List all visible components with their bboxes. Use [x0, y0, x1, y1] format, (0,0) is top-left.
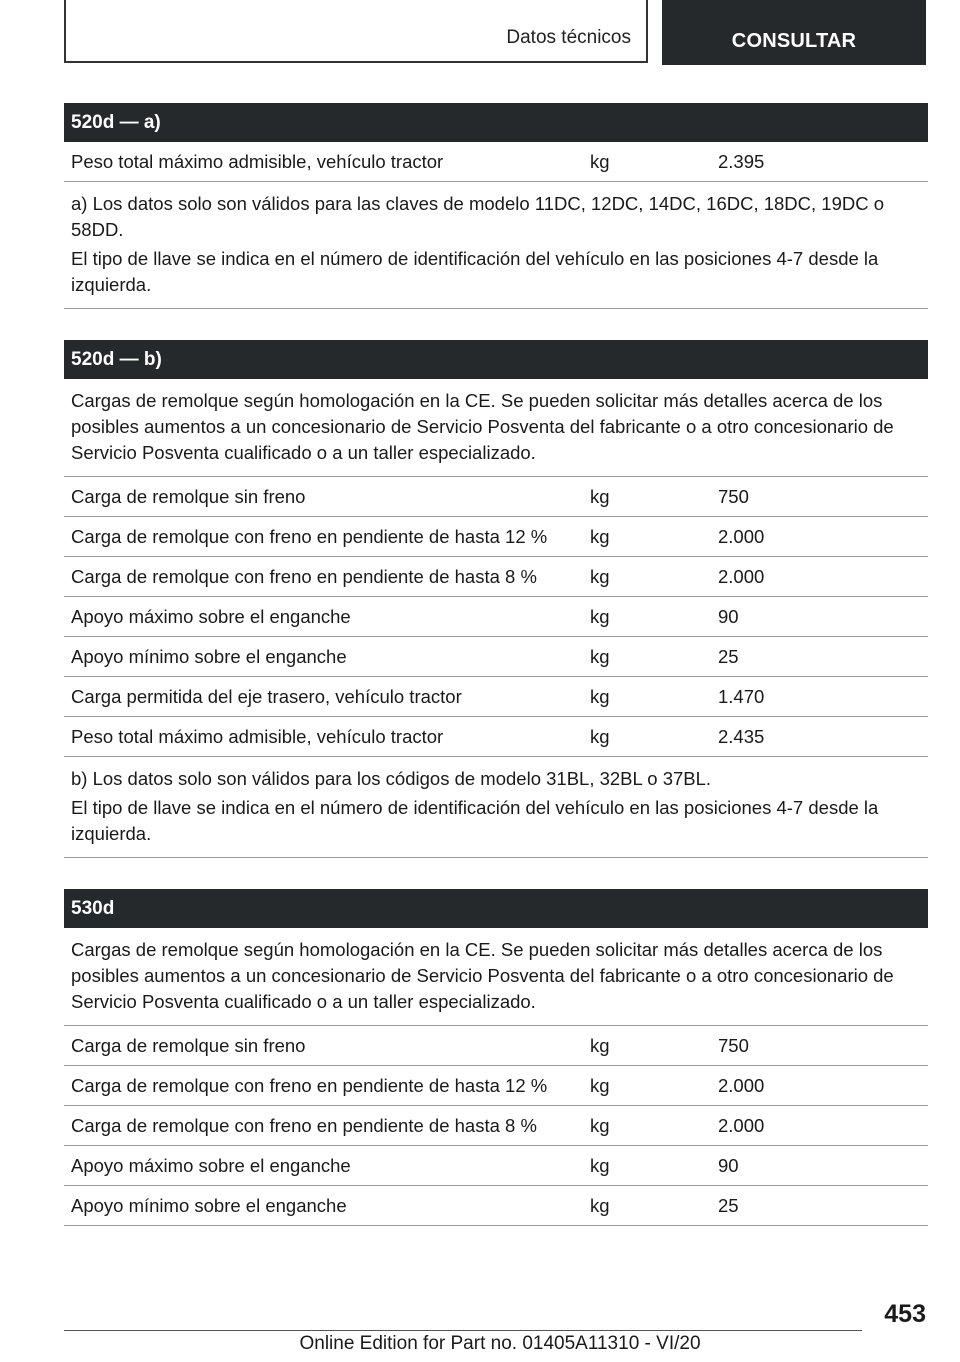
- document-content: [64, 103, 928, 1257]
- table-row: [64, 1106, 928, 1146]
- spec-table: [64, 889, 928, 1226]
- row-unit: kg: [590, 605, 610, 627]
- row-value: 90: [718, 605, 739, 627]
- row-label: Carga permitida del eje trasero, vehículo tractor: [71, 685, 462, 707]
- edition-footer: Online Edition for Part no. 01405A11310 - VI/20: [299, 1333, 701, 1354]
- row-label: Apoyo máximo sobre el enganche: [71, 605, 351, 627]
- row-value: 2.000: [718, 565, 765, 587]
- row-value: 25: [718, 1194, 739, 1216]
- table-footnote: [64, 182, 928, 309]
- footnote-text: El tipo de llave se indica en el número de identificación del vehículo en las posiciones 4-7 desde la izquierda.: [71, 797, 879, 844]
- table-row: [64, 677, 928, 717]
- row-value: 750: [718, 485, 749, 507]
- table-intro: [64, 379, 928, 477]
- table-title: 520d — a): [64, 103, 928, 142]
- table-row: [64, 1066, 928, 1106]
- page-number: 453: [884, 1300, 926, 1328]
- row-value: 90: [718, 1154, 739, 1176]
- row-label: Apoyo mínimo sobre el enganche: [71, 1194, 347, 1216]
- table-footnote: [64, 757, 928, 858]
- section-title: Datos técnicos: [506, 27, 631, 48]
- row-label: Carga de remolque con freno en pendiente de hasta 8 %: [71, 1114, 537, 1136]
- spec-table: [64, 103, 928, 309]
- row-label: Carga de remolque con freno en pendiente de hasta 12 %: [71, 1074, 548, 1096]
- row-unit: kg: [590, 150, 610, 172]
- row-unit: kg: [590, 525, 610, 547]
- row-unit: kg: [590, 725, 610, 747]
- table-title: 530d: [64, 889, 928, 928]
- row-label: Peso total máximo admisible, vehículo tractor: [71, 150, 444, 172]
- table-intro: [64, 928, 928, 1026]
- intro-text: Cargas de remolque según homologación en la CE. Se pueden solicitar más detalles acerca de los posibles aumentos a un concesionario de Servicio Posventa del fabricante o a otro concesionario de Servicio Posventa cualificado o a un taller especializado.: [71, 390, 894, 463]
- table-title: 520d — b): [64, 340, 928, 379]
- row-unit: kg: [590, 1074, 610, 1096]
- row-value: 2.000: [718, 525, 765, 547]
- footer-divider: [64, 1330, 862, 1331]
- row-value: 2.000: [718, 1074, 765, 1096]
- intro-text: Cargas de remolque según homologación en la CE. Se pueden solicitar más detalles acerca de los posibles aumentos a un concesionario de Servicio Posventa del fabricante o a otro concesionario de Servicio Posventa cualificado o a un taller especializado.: [71, 939, 894, 1012]
- row-value: 2.395: [718, 150, 765, 172]
- row-value: 2.000: [718, 1114, 765, 1136]
- table-row: [64, 1186, 928, 1226]
- table-row: [64, 1026, 928, 1066]
- table-row: [64, 597, 928, 637]
- footnote-text: a) Los datos solo son válidos para las claves de modelo 11DC, 12DC, 14DC, 16DC, 18DC, 19DC o 58DD.: [71, 193, 885, 240]
- section-box: [64, 0, 648, 63]
- row-unit: kg: [590, 685, 610, 707]
- table-row: [64, 517, 928, 557]
- row-value: 2.435: [718, 725, 765, 747]
- table-row: [64, 637, 928, 677]
- page-header: [64, 0, 926, 66]
- spec-table: [64, 340, 928, 858]
- row-value: 1.470: [718, 685, 765, 707]
- row-unit: kg: [590, 485, 610, 507]
- row-unit: kg: [590, 1154, 610, 1176]
- row-unit: kg: [590, 1114, 610, 1136]
- row-label: Carga de remolque sin freno: [71, 1034, 306, 1056]
- table-row: [64, 557, 928, 597]
- row-unit: kg: [590, 645, 610, 667]
- table-row: [64, 142, 928, 182]
- table-row: [64, 717, 928, 757]
- row-label: Carga de remolque sin freno: [71, 485, 306, 507]
- row-unit: kg: [590, 1194, 610, 1216]
- table-row: [64, 477, 928, 517]
- row-label: Carga de remolque con freno en pendiente de hasta 8 %: [71, 565, 537, 587]
- row-label: Apoyo mínimo sobre el enganche: [71, 645, 347, 667]
- row-unit: kg: [590, 1034, 610, 1056]
- row-value: 750: [718, 1034, 749, 1056]
- table-row: [64, 1146, 928, 1186]
- row-label: Apoyo máximo sobre el enganche: [71, 1154, 351, 1176]
- consult-tab-label: CONSULTAR: [731, 30, 857, 52]
- row-value: 25: [718, 645, 739, 667]
- row-label: Carga de remolque con freno en pendiente de hasta 12 %: [71, 525, 548, 547]
- consult-tab[interactable]: [662, 0, 926, 65]
- row-unit: kg: [590, 565, 610, 587]
- footnote-text: b) Los datos solo son válidos para los códigos de modelo 31BL, 32BL o 37BL.: [71, 768, 712, 789]
- footnote-text: El tipo de llave se indica en el número de identificación del vehículo en las posiciones 4-7 desde la izquierda.: [71, 248, 879, 295]
- row-label: Peso total máximo admisible, vehículo tractor: [71, 725, 444, 747]
